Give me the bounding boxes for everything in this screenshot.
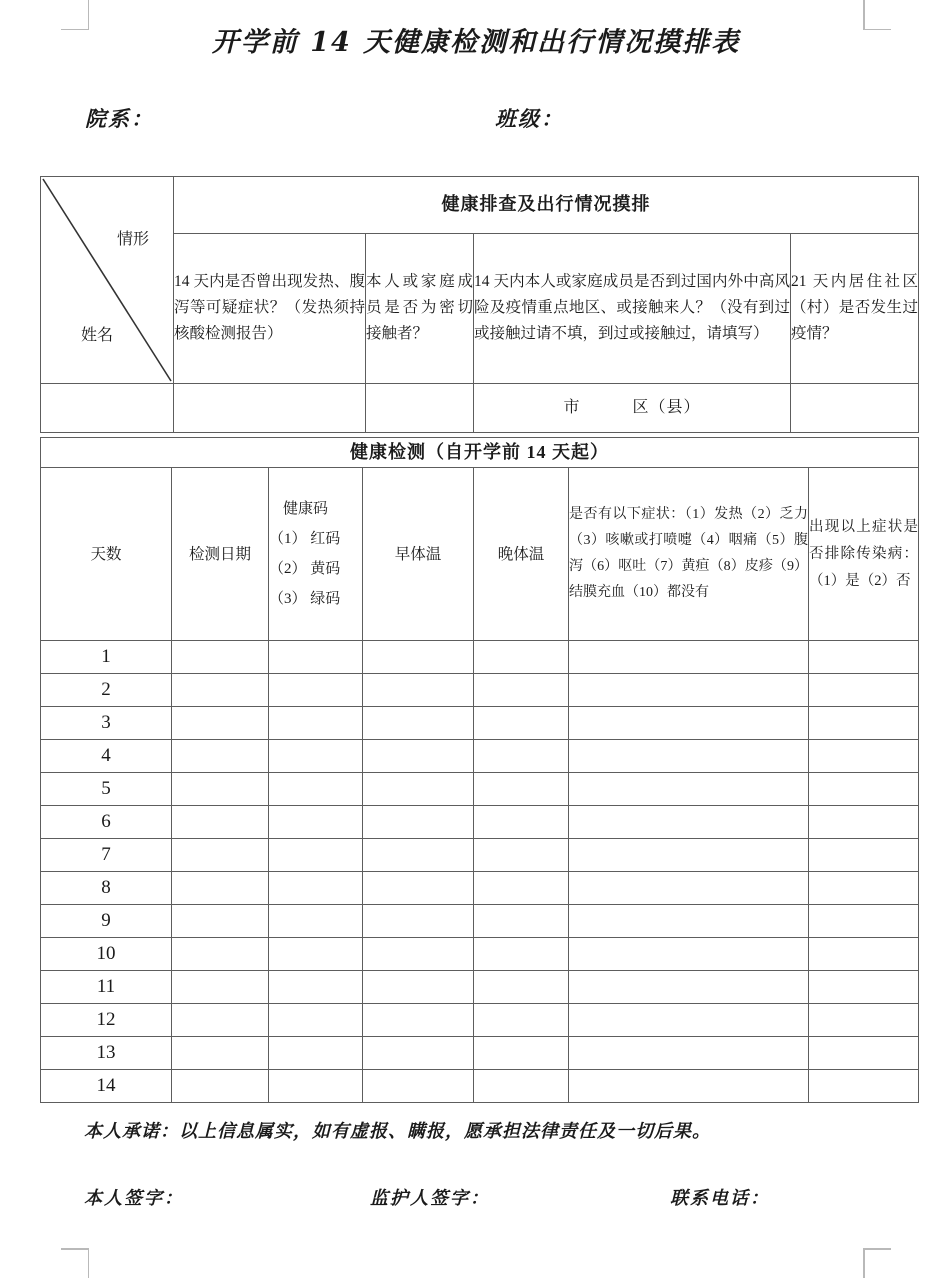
entry-cell-exclude[interactable] xyxy=(809,674,919,707)
day-number-cell: 4 xyxy=(41,740,172,773)
entry-cell-date[interactable] xyxy=(172,839,269,872)
entry-cell-date[interactable] xyxy=(172,938,269,971)
entry-cell-evening-temp[interactable] xyxy=(474,1004,569,1037)
entry-cell-date[interactable] xyxy=(172,1037,269,1070)
entry-cell-health-code[interactable] xyxy=(269,806,363,839)
entry-cell-morning-temp[interactable] xyxy=(363,707,474,740)
entry-cell-morning-temp[interactable] xyxy=(363,1037,474,1070)
entry-cell-symptoms[interactable] xyxy=(569,938,809,971)
entry-cell-exclude[interactable] xyxy=(809,839,919,872)
entry-cell-morning-temp[interactable] xyxy=(363,938,474,971)
table-row xyxy=(41,438,919,468)
entry-cell-health-code[interactable] xyxy=(269,1070,363,1103)
day-number-cell: 14 xyxy=(41,1070,172,1103)
entry-cell-symptoms[interactable] xyxy=(569,1004,809,1037)
class-label: 班级： xyxy=(495,106,564,131)
contact-phone-label: 联系电话： xyxy=(670,1188,770,1209)
entry-cell-symptoms[interactable] xyxy=(569,1070,809,1103)
entry-cell-evening-temp[interactable] xyxy=(474,674,569,707)
table-row xyxy=(41,971,919,1004)
entry-cell-health-code[interactable] xyxy=(269,707,363,740)
signature-self-label: 本人签字： xyxy=(84,1188,184,1209)
entry-cell-health-code[interactable] xyxy=(269,773,363,806)
entry-cell-evening-temp[interactable] xyxy=(474,971,569,1004)
day-number-cell: 10 xyxy=(41,938,172,971)
question-close-contact: 本人或家庭成员是否为密切接触者？ xyxy=(366,233,474,383)
entry-cell-symptoms[interactable] xyxy=(569,740,809,773)
entry-cell-date[interactable] xyxy=(172,806,269,839)
entry-cell-health-code[interactable] xyxy=(269,674,363,707)
entry-cell-date[interactable] xyxy=(172,1004,269,1037)
entry-cell-evening-temp[interactable] xyxy=(474,773,569,806)
entry-cell-symptoms[interactable] xyxy=(569,773,809,806)
table-row xyxy=(41,468,919,641)
entry-cell-exclude[interactable] xyxy=(809,938,919,971)
entry-cell-symptoms[interactable] xyxy=(569,674,809,707)
entry-cell-health-code[interactable] xyxy=(269,641,363,674)
entry-cell-exclude[interactable] xyxy=(809,971,919,1004)
question-travel-risk-area: 14 天内本人或家庭成员是否到过国内外中高风险及疫情重点地区、或接触来人？（没有到过或接触过请不填，到过或接触过，请填写） xyxy=(474,233,791,383)
entry-cell-health-code[interactable] xyxy=(269,938,363,971)
table-row xyxy=(41,806,919,839)
table-row xyxy=(41,839,919,872)
entry-cell-health-code[interactable] xyxy=(269,905,363,938)
day-number-cell: 8 xyxy=(41,872,172,905)
health-code-option-yellow: （2） 黄码 xyxy=(269,561,341,578)
page-title: 开学前 14 天健康检测和出行情况摸排表 xyxy=(211,27,741,58)
col-header-check-date: 检测日期 xyxy=(172,468,269,641)
entry-cell-symptoms[interactable] xyxy=(569,905,809,938)
entry-cell-symptoms[interactable] xyxy=(569,872,809,905)
table-row xyxy=(41,177,919,234)
entry-cell-symptoms[interactable] xyxy=(569,707,809,740)
department-label: 院系： xyxy=(85,106,154,131)
entry-cell-health-code[interactable] xyxy=(269,872,363,905)
col-header-health-code xyxy=(269,468,363,641)
entry-cell-health-code[interactable] xyxy=(269,839,363,872)
health-code-option-red: （1） 红码 xyxy=(269,531,341,548)
question-symptoms-14days: 14 天内是否曾出现发热、腹泻等可疑症状？（发热须持核酸检测报告） xyxy=(174,233,366,383)
table-row xyxy=(41,905,919,938)
entry-cell-evening-temp[interactable] xyxy=(474,1037,569,1070)
entry-cell-exclude[interactable] xyxy=(809,1004,919,1037)
signature-guardian-label: 监护人签字： xyxy=(370,1188,490,1209)
entry-cell-exclude[interactable] xyxy=(809,773,919,806)
header-fields xyxy=(40,103,918,137)
entry-cell-date[interactable] xyxy=(172,1070,269,1103)
table-row xyxy=(41,1004,919,1037)
col-header-evening-temp: 晚体温 xyxy=(474,468,569,641)
entry-cell-exclude[interactable] xyxy=(809,1037,919,1070)
day-number-cell: 5 xyxy=(41,773,172,806)
entry-cell-exclude[interactable] xyxy=(809,707,919,740)
entry-cell-evening-temp[interactable] xyxy=(474,938,569,971)
day-number-cell: 2 xyxy=(41,674,172,707)
entry-cell-date[interactable] xyxy=(172,641,269,674)
entry-cell-morning-temp[interactable] xyxy=(363,806,474,839)
city-label: 市 xyxy=(563,399,581,417)
answer-cell-name[interactable] xyxy=(41,384,174,433)
answer-cell-close-contact[interactable] xyxy=(366,384,474,433)
entry-cell-evening-temp[interactable] xyxy=(474,641,569,674)
daily-health-check-table xyxy=(40,437,919,1103)
corner-label-name: 姓名 xyxy=(81,327,114,345)
entry-cell-exclude[interactable] xyxy=(809,905,919,938)
entry-cell-symptoms[interactable] xyxy=(569,1037,809,1070)
entry-cell-morning-temp[interactable] xyxy=(363,1070,474,1103)
table-row xyxy=(41,1070,919,1103)
table-row xyxy=(41,641,919,674)
entry-cell-date[interactable] xyxy=(172,773,269,806)
entry-cell-morning-temp[interactable] xyxy=(363,1004,474,1037)
day-number-cell: 6 xyxy=(41,806,172,839)
answer-cell-travel[interactable] xyxy=(474,384,791,433)
day-number-cell: 9 xyxy=(41,905,172,938)
entry-cell-evening-temp[interactable] xyxy=(474,707,569,740)
entry-cell-morning-temp[interactable] xyxy=(363,839,474,872)
answer-cell-symptoms[interactable] xyxy=(174,384,366,433)
entry-cell-health-code[interactable] xyxy=(269,1004,363,1037)
table-row xyxy=(41,707,919,740)
entry-cell-exclude[interactable] xyxy=(809,740,919,773)
entry-cell-symptoms[interactable] xyxy=(569,806,809,839)
question-community-outbreak: 21 天内居住社区（村）是否发生过疫情？ xyxy=(791,233,919,383)
day-number-cell: 12 xyxy=(41,1004,172,1037)
entry-cell-exclude[interactable] xyxy=(809,872,919,905)
col-header-symptom-list: 是否有以下症状：（1）发热（2）乏力（3）咳嗽或打喷嚏（4）咽痛（5）腹泻（6）呕吐（7）黄疸（8）皮疹（9）结膜充血（10）都没有 xyxy=(569,468,809,641)
corner-diagonal-cell xyxy=(41,177,174,384)
health-code-title: 健康码 xyxy=(283,501,329,518)
table-row xyxy=(41,872,919,905)
day-number-cell: 1 xyxy=(41,641,172,674)
table-row xyxy=(41,740,919,773)
entry-cell-date[interactable] xyxy=(172,905,269,938)
entry-cell-symptoms[interactable] xyxy=(569,641,809,674)
entry-cell-morning-temp[interactable] xyxy=(363,674,474,707)
entry-cell-evening-temp[interactable] xyxy=(474,905,569,938)
entry-cell-symptoms[interactable] xyxy=(569,971,809,1004)
entry-cell-exclude[interactable] xyxy=(809,1070,919,1103)
pledge-statement: 本人承诺：以上信息属实，如有虚报、瞒报，愿承担法律责任及一切后果。 xyxy=(84,1121,711,1142)
entry-cell-date[interactable] xyxy=(172,674,269,707)
entry-cell-exclude[interactable] xyxy=(809,641,919,674)
corner-label-situation: 情形 xyxy=(116,231,149,248)
entry-cell-date[interactable] xyxy=(172,740,269,773)
table-row xyxy=(41,384,919,433)
entry-cell-morning-temp[interactable] xyxy=(363,905,474,938)
diagonal-line-icon xyxy=(41,177,173,383)
entry-cell-morning-temp[interactable] xyxy=(363,872,474,905)
entry-cell-date[interactable] xyxy=(172,707,269,740)
table-row xyxy=(41,938,919,971)
entry-cell-evening-temp[interactable] xyxy=(474,839,569,872)
day-number-cell: 11 xyxy=(41,971,172,1004)
district-label: 区（县） xyxy=(632,399,701,417)
entry-cell-morning-temp[interactable] xyxy=(363,971,474,1004)
entry-cell-exclude[interactable] xyxy=(809,806,919,839)
entry-cell-evening-temp[interactable] xyxy=(474,740,569,773)
crop-mark-bottom-left xyxy=(61,1248,89,1278)
entry-cell-health-code[interactable] xyxy=(269,971,363,1004)
signature-row xyxy=(40,1184,918,1214)
entry-cell-symptoms[interactable] xyxy=(569,839,809,872)
crop-mark-bottom-right xyxy=(863,1248,891,1278)
entry-cell-morning-temp[interactable] xyxy=(363,641,474,674)
entry-cell-evening-temp[interactable] xyxy=(474,806,569,839)
health-code-option-green: （3） 绿码 xyxy=(269,591,341,608)
table-row xyxy=(41,773,919,806)
col-header-day-count: 天数 xyxy=(41,468,172,641)
entry-cell-health-code[interactable] xyxy=(269,1037,363,1070)
survey-band-title: 健康排查及出行情况摸排 xyxy=(174,177,919,234)
answer-cell-community[interactable] xyxy=(791,384,919,433)
entry-cell-morning-temp[interactable] xyxy=(363,740,474,773)
entry-cell-evening-temp[interactable] xyxy=(474,872,569,905)
entry-cell-date[interactable] xyxy=(172,872,269,905)
entry-cell-morning-temp[interactable] xyxy=(363,773,474,806)
health-survey-table xyxy=(40,176,919,433)
daily-check-band-title: 健康检测（自开学前 14 天起） xyxy=(41,438,919,468)
col-header-exclude-infectious: 出现以上症状是否排除传染病：（1）是（2）否 xyxy=(809,468,919,641)
day-number-cell: 13 xyxy=(41,1037,172,1070)
col-header-morning-temp: 早体温 xyxy=(363,468,474,641)
table-row xyxy=(41,1037,919,1070)
entry-cell-evening-temp[interactable] xyxy=(474,1070,569,1103)
table-row xyxy=(41,674,919,707)
day-number-cell: 3 xyxy=(41,707,172,740)
entry-cell-health-code[interactable] xyxy=(269,740,363,773)
entry-cell-date[interactable] xyxy=(172,971,269,1004)
day-number-cell: 7 xyxy=(41,839,172,872)
